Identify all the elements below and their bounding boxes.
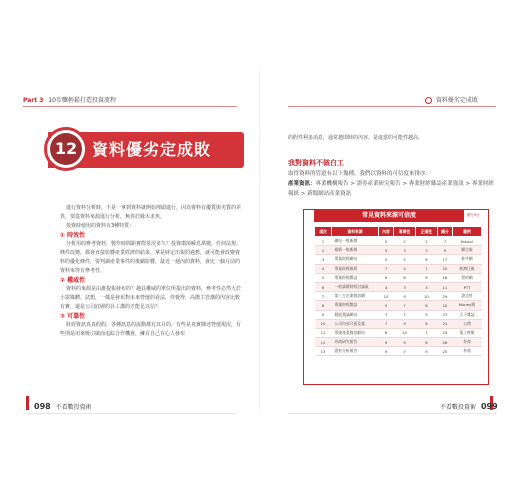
table-cell: 24: [437, 319, 452, 328]
table-cell: 3: [315, 255, 332, 264]
table-cell: 7: [437, 237, 452, 246]
table-cell: 9: [379, 338, 394, 347]
table-cell: 25: [437, 347, 452, 356]
table-cell: 5: [379, 246, 394, 255]
table-cell: 7: [415, 328, 437, 337]
table-cell: 鉅亨網: [453, 255, 482, 264]
table-cell: Money錢: [453, 301, 482, 310]
table-cell: 6: [415, 273, 437, 282]
right-header-rule: [288, 106, 496, 107]
table-cell: 9: [415, 310, 437, 319]
table-row: [315, 301, 482, 310]
table-row: [315, 237, 482, 246]
left-footer-rule: [23, 413, 237, 414]
table-cell: 6: [415, 255, 437, 264]
table-cell: 證交所: [453, 292, 482, 301]
section-timeliness-title: ① 時效性: [60, 232, 86, 239]
table-cell: 7: [394, 310, 416, 319]
table-cell: 3: [394, 246, 416, 255]
table-cell: 13: [315, 347, 332, 356]
table-cell: 20: [437, 264, 452, 273]
table-cell: 23: [437, 310, 452, 319]
table-cell: 2: [315, 246, 332, 255]
table-cell: 1: [315, 237, 332, 246]
table-cell: 3: [415, 282, 437, 291]
table-header: 項次: [315, 227, 332, 237]
table-cell: 第三方企業資訊網: [332, 292, 379, 301]
table-cell: 6: [379, 273, 394, 282]
table-cell: 10: [315, 319, 332, 328]
table-cell: 8: [315, 301, 332, 310]
table-cell: 專業財經雜誌: [332, 273, 379, 282]
chapter-title: 資料優劣定成敗: [92, 140, 212, 159]
section-authority-title: ② 權威性: [60, 277, 86, 284]
table-cell: 10: [379, 292, 394, 301]
table-cell: 7: [379, 310, 394, 319]
table-cell: 專業產業資訊網站: [332, 328, 379, 337]
table-cell: 8: [379, 328, 394, 337]
intro-paragraph: 進行資料分析時，不是一拿到資料就開始埋頭進行，因為資料有優質與劣質的差異，要從資料來源進行分析，無異於緣木求魚。: [60, 205, 242, 220]
table-cell: 9: [415, 347, 437, 356]
table-cell: 10: [394, 328, 416, 337]
table-cell: 9: [394, 292, 416, 301]
table-header: 內容: [379, 227, 394, 237]
table-header: 範例: [453, 227, 482, 237]
table-cell: Yahoo!: [453, 237, 482, 246]
section-reliability-title: ③ 可靠性: [60, 313, 86, 320]
industry-info-line: [288, 179, 498, 199]
table-cell: 8: [415, 319, 437, 328]
right-section-heading: 我對資料不做白工: [288, 159, 344, 167]
table-cell: 公開: [453, 319, 482, 328]
table-row: [315, 273, 482, 282]
left-header-title: 10步驟輕鬆打造投資流程: [48, 97, 116, 104]
table-cell: PTT: [453, 282, 482, 291]
table-cell: 專業財經報紙: [332, 264, 379, 273]
table-cell: 券商: [453, 338, 482, 347]
table-cell: 5: [394, 255, 416, 264]
table-cell: 26: [437, 338, 452, 347]
left-running-header: [23, 95, 116, 104]
table-cell: 2: [394, 237, 416, 246]
table-cell: 9: [394, 338, 416, 347]
source-table-title: 常見資料來源可信度: [314, 210, 464, 222]
right-header-title: 資料優劣定成敗: [435, 97, 478, 104]
right-footer-rule: [288, 413, 496, 414]
right-body-continuation: [288, 134, 496, 143]
table-cell: 公司內部介面及報: [332, 319, 379, 328]
table-cell: 智財網: [453, 273, 482, 282]
traits-intro: 投資時使用的資料有3種特質：: [66, 223, 135, 229]
table-cell: 經濟日報: [453, 264, 482, 273]
source-ranking-intro: 取得資料的管道有以下幾種，我們以資料的可信度來排序：: [288, 171, 432, 177]
table-row: [315, 292, 482, 301]
part-label: Part 3: [23, 97, 44, 104]
table-cell: 9: [437, 246, 452, 255]
source-credibility-table: [314, 226, 482, 356]
table-row: [315, 319, 482, 328]
table-cell: 網站一般新聞: [332, 237, 379, 246]
table-header: 專業性: [394, 227, 416, 237]
table-header: 正確性: [415, 227, 437, 237]
right-body-text: [288, 169, 498, 199]
table-cell: 20: [437, 301, 452, 310]
table-cell: 7: [379, 264, 394, 273]
table-cell: 9: [394, 319, 416, 328]
table-cell: 3: [394, 282, 416, 291]
table-cell: 5: [379, 255, 394, 264]
table-cell: 券商: [453, 347, 482, 356]
table-cell: 專業財經網站: [332, 255, 379, 264]
table-cell: 29: [437, 292, 452, 301]
page-gutter: [259, 70, 260, 410]
lightbulb-icon: [425, 97, 432, 104]
table-cell: 4: [394, 264, 416, 273]
table-row: [315, 328, 482, 337]
left-footer-title: 不看數投資術: [55, 404, 92, 411]
table-cell: 6: [315, 282, 332, 291]
section-authority-text: 資料的來源是由誰提報發布的？越具權威的單位所提出的資料，參考性必然大於小眾媒體、試想，一樣是發布對未來營運的看法，你覺得，高階主管講的內容比較有實，還是公司底層的員工講的才能足以信？: [60, 286, 242, 310]
section-timeliness-text: 分析用的參考資料，製作時間距實際常況多久？投資環境瞬息萬變，任何法規、條件改變，都會直接影響產業經濟的結果，拿是時定出報的過舊，就可能會改變資料的優化條件，要判讀產業事件的後續影響，最近一週內的資料，會比一個月前的資料來得有參考性。: [60, 241, 242, 274]
table-cell: 5: [315, 273, 332, 282]
table-cell: 證券分析報告: [332, 347, 379, 356]
left-footer-mark: [26, 396, 29, 410]
table-cell: 3: [415, 246, 437, 255]
table-header: 資料來源: [332, 227, 379, 237]
table-header-row: [315, 227, 482, 237]
table-row: [315, 255, 482, 264]
table-cell: 聯合報: [453, 246, 482, 255]
table-cell: 12: [315, 338, 332, 347]
table-row: [315, 264, 482, 273]
right-running-header: [425, 95, 478, 104]
table-cell: 7: [315, 292, 332, 301]
table-row: [315, 310, 482, 319]
left-header-rule: [23, 106, 237, 107]
table-cell: 17: [437, 255, 452, 264]
table-row: [315, 338, 482, 347]
right-footer-title: 不看數投資術: [440, 404, 477, 411]
table-cell: 11: [437, 282, 452, 291]
section-reliability-text: 財經資訊真真假假，各種訊息的流動都有其目的，有些是真實陳述營運現況，有些則是用來吸引廣商追踪合作機會，擁有自己有心人發布: [60, 322, 242, 337]
industry-info-ranking: 專業機構報告 > 證券產業研究報告 > 專業財經雜誌產業資訊 > 專業財經報紙 > 新聞網站產業資訊: [288, 181, 494, 197]
table-cell: 7: [415, 264, 437, 273]
table-cell: 個股築論網站: [332, 310, 379, 319]
table-cell: 7: [379, 319, 394, 328]
table-cell: 7: [394, 301, 416, 310]
right-footer: [440, 402, 498, 411]
table-cell: 專業財經雜誌: [332, 301, 379, 310]
table-cell: 8: [415, 338, 437, 347]
table-cell: 天下雜誌: [453, 310, 482, 319]
continuation-paragraph: 的假性利多消息，通常越即時的內容，是進當的可能性越高。: [288, 135, 424, 141]
table-row: [315, 347, 482, 356]
table-cell: 券商研究報告: [332, 338, 379, 347]
table-row: [315, 246, 482, 255]
table-cell: 8: [415, 301, 437, 310]
table-cell: 18: [437, 273, 452, 282]
table-cell: 4: [379, 282, 394, 291]
table-cell: 一般論壇財經討論區: [332, 282, 379, 291]
table-cell: 6: [394, 273, 416, 282]
right-page-number: 099: [480, 402, 498, 411]
table-cell: 9: [379, 347, 394, 356]
table-cell: 報紙一般新聞: [332, 246, 379, 255]
chapter-number: 12: [50, 133, 82, 165]
table-cell: 9: [315, 310, 332, 319]
table-cell: 10: [415, 292, 437, 301]
table-row: [315, 282, 482, 291]
table-cell: 電子時報: [453, 328, 482, 337]
table-cell: 7: [394, 347, 416, 356]
table-cell: 5: [379, 301, 394, 310]
industry-info-label: 產業資訊：: [288, 181, 316, 187]
left-body-text: [60, 204, 244, 339]
left-footer: [34, 402, 92, 411]
source-table-note: 總分5分: [467, 213, 480, 217]
table-cell: 25: [437, 328, 452, 337]
table-cell: 4: [315, 264, 332, 273]
table-cell: 2: [415, 237, 437, 246]
table-cell: 5: [379, 237, 394, 246]
left-page-number: 098: [34, 402, 51, 411]
table-cell: 11: [315, 328, 332, 337]
table-header: 總分: [437, 227, 452, 237]
